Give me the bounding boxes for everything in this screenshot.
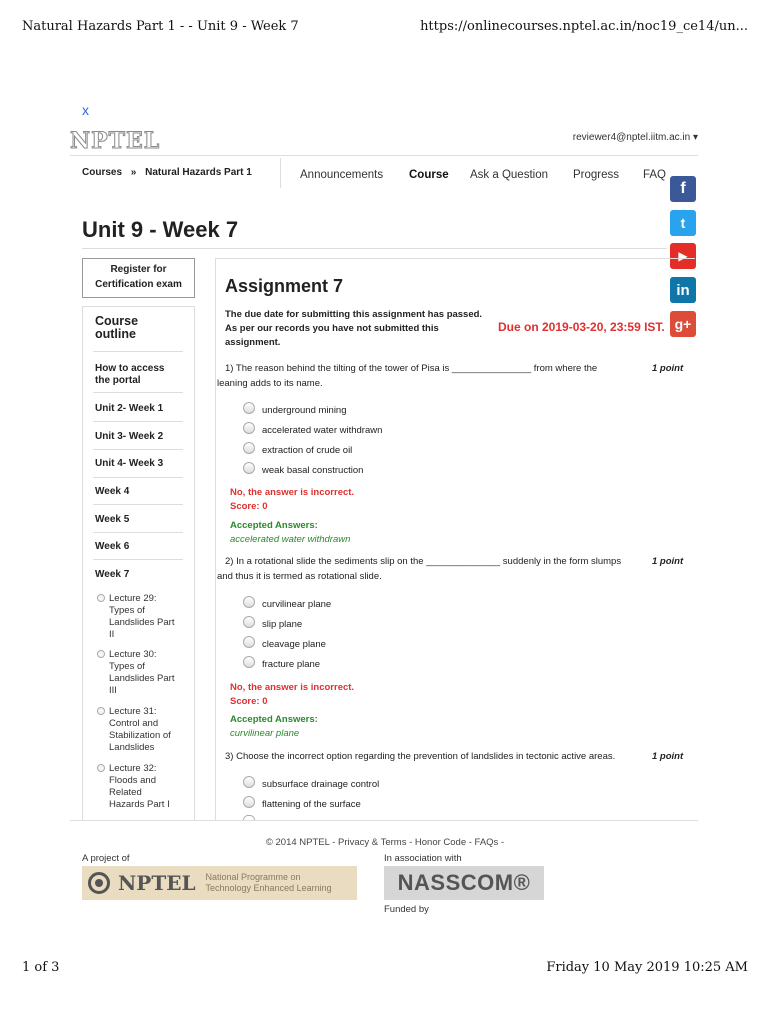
sidebar-lecture-30[interactable] — [109, 649, 184, 697]
option-label: accelerated water withdrawn — [262, 425, 383, 436]
nasscom-logo[interactable] — [384, 866, 544, 900]
nptel-banner-logo[interactable] — [82, 866, 357, 900]
lecture-label: II — [109, 629, 115, 640]
lecture-label: Related — [109, 787, 142, 798]
nav-progress[interactable]: Progress — [573, 169, 620, 181]
radio-button[interactable] — [243, 796, 255, 808]
option-label: cleavage plane — [262, 639, 326, 650]
nav-course[interactable]: Course — [409, 169, 449, 181]
breadcrumb-course[interactable]: Natural Hazards Part 1 — [145, 167, 252, 178]
radio-button[interactable] — [243, 616, 255, 628]
sidebar-item-label: the portal — [95, 375, 141, 386]
option-label: underground mining — [262, 405, 347, 416]
lecture-label: Landslides Part — [109, 617, 175, 628]
header-divider — [70, 155, 698, 156]
sidebar-item-unit-3[interactable]: Unit 3- Week 2 — [95, 431, 164, 442]
question-line: and thus it is termed as rotational slide. — [217, 571, 382, 582]
radio-button[interactable] — [243, 402, 255, 414]
user-menu[interactable]: reviewer4@nptel.iitm.ac.in ▾ — [572, 132, 698, 143]
sidebar-item-week-4[interactable]: Week 4 — [95, 486, 130, 497]
close-icon[interactable]: x — [82, 102, 89, 118]
question-1-result — [230, 486, 354, 514]
question-2-points: 1 point — [652, 556, 684, 567]
nptel-subtitle-line: Technology Enhanced Learning — [205, 883, 332, 893]
sidebar-item-week-5[interactable]: Week 5 — [95, 514, 130, 525]
sidebar-divider — [93, 559, 183, 560]
question-2-accepted-label: Accepted Answers: — [230, 714, 318, 725]
question-line: 2) In a rotational slide the sediments slip on the ______________ suddenly in the form slumps — [225, 556, 622, 567]
nptel-subtitle-line: National Programme on — [205, 872, 301, 882]
google-plus-icon[interactable]: g+ — [670, 311, 696, 337]
question-line: leaning adds to its name. — [217, 378, 323, 389]
radio-button[interactable] — [243, 462, 255, 474]
option-label: weak basal construction — [262, 465, 364, 476]
lecture-label: III — [109, 685, 117, 696]
radio-button[interactable] — [243, 636, 255, 648]
funded-by-label: Funded by — [384, 904, 429, 915]
sidebar-lecture-29[interactable] — [109, 593, 184, 641]
question-1-accepted-answer: accelerated water withdrawn — [230, 534, 351, 545]
nav-faq[interactable]: FAQ — [643, 169, 667, 181]
print-header-title: Natural Hazards Part 1 - - Unit 9 - Week 7 — [22, 19, 299, 34]
lecture-label: Landslides Part — [109, 673, 175, 684]
sidebar-item-unit-4[interactable]: Unit 4- Week 3 — [95, 458, 164, 469]
due-date: Due on 2019-03-20, 23:59 IST. — [498, 320, 665, 334]
option-label: flattening of the surface — [262, 799, 361, 810]
score-text: Score: 0 — [230, 696, 268, 707]
sidebar-divider — [93, 449, 183, 450]
question-2-result — [230, 681, 354, 709]
title-divider — [82, 248, 667, 249]
sidebar-lecture-32[interactable] — [109, 763, 184, 811]
radio-button[interactable] — [243, 422, 255, 434]
due-notice-line: As per our records you have not submitted this — [225, 323, 439, 334]
register-certification-button[interactable] — [82, 258, 195, 298]
question-1-accepted-label: Accepted Answers: — [230, 520, 318, 531]
sidebar-divider — [93, 421, 183, 422]
sidebar-divider — [93, 392, 183, 393]
sidebar-item-week-6[interactable]: Week 6 — [95, 541, 130, 552]
register-line-1: Register for — [110, 264, 167, 275]
lecture-label: Stabilization of — [109, 730, 171, 741]
option-label: subsurface drainage control — [262, 779, 380, 790]
sidebar-title — [95, 315, 138, 341]
lecture-status-icon — [97, 707, 105, 715]
score-text: Score: 0 — [230, 501, 268, 512]
lecture-status-icon — [97, 650, 105, 658]
lecture-label: Landslides — [109, 742, 155, 753]
assignment-title: Assignment 7 — [225, 276, 344, 296]
sidebar-title-line-1: Course — [95, 314, 139, 328]
sidebar-item-week-7[interactable]: Week 7 — [95, 569, 130, 580]
lecture-label: Types of — [109, 661, 145, 672]
print-header-url: https://onlinecourses.nptel.ac.in/noc19_ce14/un... — [420, 19, 748, 34]
question-line: 1) The reason behind the tilting of the tower of Pisa is _______________ from where the — [225, 363, 598, 374]
project-of-label: A project of — [82, 853, 130, 864]
page-title: Unit 9 - Week 7 — [82, 217, 239, 242]
lecture-label: Lecture 29: — [109, 593, 157, 604]
sidebar-item-unit-2[interactable]: Unit 2- Week 1 — [95, 403, 164, 414]
question-2-text — [217, 554, 647, 584]
result-text: No, the answer is incorrect. — [230, 682, 355, 693]
breadcrumb-courses[interactable]: Courses — [82, 167, 123, 178]
due-notice-line: The due date for submitting this assignment has passed. — [225, 309, 483, 320]
nav-ask-question[interactable]: Ask a Question — [470, 169, 548, 181]
nptel-emblem-icon — [88, 872, 110, 894]
sidebar-divider — [93, 532, 183, 533]
sidebar-divider — [93, 504, 183, 505]
question-3-text: 3) Choose the incorrect option regarding the prevention of landslides in tectonic active areas. — [225, 751, 616, 762]
sidebar-divider — [93, 477, 183, 478]
lecture-label: Floods and — [109, 775, 157, 786]
lecture-label: Types of — [109, 605, 145, 616]
sidebar-title-line-2: outline — [95, 327, 136, 341]
sidebar-lecture-31[interactable] — [109, 706, 184, 754]
association-label: In association with — [384, 853, 462, 864]
question-1-text — [217, 361, 647, 391]
lecture-label: Lecture 30: — [109, 649, 157, 660]
lecture-status-icon — [97, 764, 105, 772]
lecture-label: Lecture 31: — [109, 706, 157, 717]
nasscom-word: NASSCOM® — [397, 870, 531, 895]
option-label: curvilinear plane — [262, 599, 332, 610]
due-notice — [225, 308, 515, 350]
radio-button[interactable] — [243, 442, 255, 454]
radio-button[interactable] — [243, 656, 255, 668]
linkedin-icon[interactable]: in — [670, 277, 696, 303]
nav-announcements[interactable]: Announcements — [300, 169, 384, 181]
youtube-icon[interactable]: ▶ — [670, 243, 696, 269]
sidebar-item-how-to-access[interactable] — [95, 363, 164, 387]
print-datetime: Friday 10 May 2019 10:25 AM — [546, 960, 748, 975]
nptel-logo[interactable]: NPTEL — [70, 128, 161, 154]
due-notice-line: assignment. — [225, 337, 281, 348]
result-text: No, the answer is incorrect. — [230, 487, 355, 498]
lecture-label: Lecture 32: — [109, 763, 157, 774]
question-2-accepted-answer: curvilinear plane — [230, 728, 300, 739]
twitter-icon[interactable]: t — [670, 210, 696, 236]
course-outline-sidebar — [82, 306, 195, 820]
nptel-banner-subtitle — [206, 872, 332, 894]
option-label: extraction of crude oil — [262, 445, 353, 456]
content-bottom-divider — [70, 820, 698, 821]
lecture-label: Control and — [109, 718, 159, 729]
question-3-points: 1 point — [652, 751, 684, 762]
footer-copyright: © 2014 NPTEL - Privacy & Terms - Honor Code - FAQs - — [265, 837, 505, 848]
question-1-points: 1 point — [652, 363, 684, 374]
nav-divider — [280, 158, 281, 188]
sidebar-divider — [93, 351, 183, 352]
breadcrumb — [82, 167, 258, 178]
register-line-2: Certification exam — [95, 279, 182, 290]
print-page-number: 1 of 3 — [22, 960, 60, 975]
lecture-label: Hazards Part I — [109, 799, 170, 810]
nptel-banner-word: NPTEL — [118, 871, 196, 895]
sidebar-item-label: How to access — [95, 363, 165, 374]
radio-button[interactable] — [243, 776, 255, 788]
radio-button[interactable] — [243, 596, 255, 608]
option-label: slip plane — [262, 619, 303, 630]
lecture-status-icon — [97, 594, 105, 602]
breadcrumb-separator: » — [130, 167, 137, 178]
facebook-icon[interactable]: f — [670, 176, 696, 202]
option-label: fracture plane — [262, 659, 321, 670]
